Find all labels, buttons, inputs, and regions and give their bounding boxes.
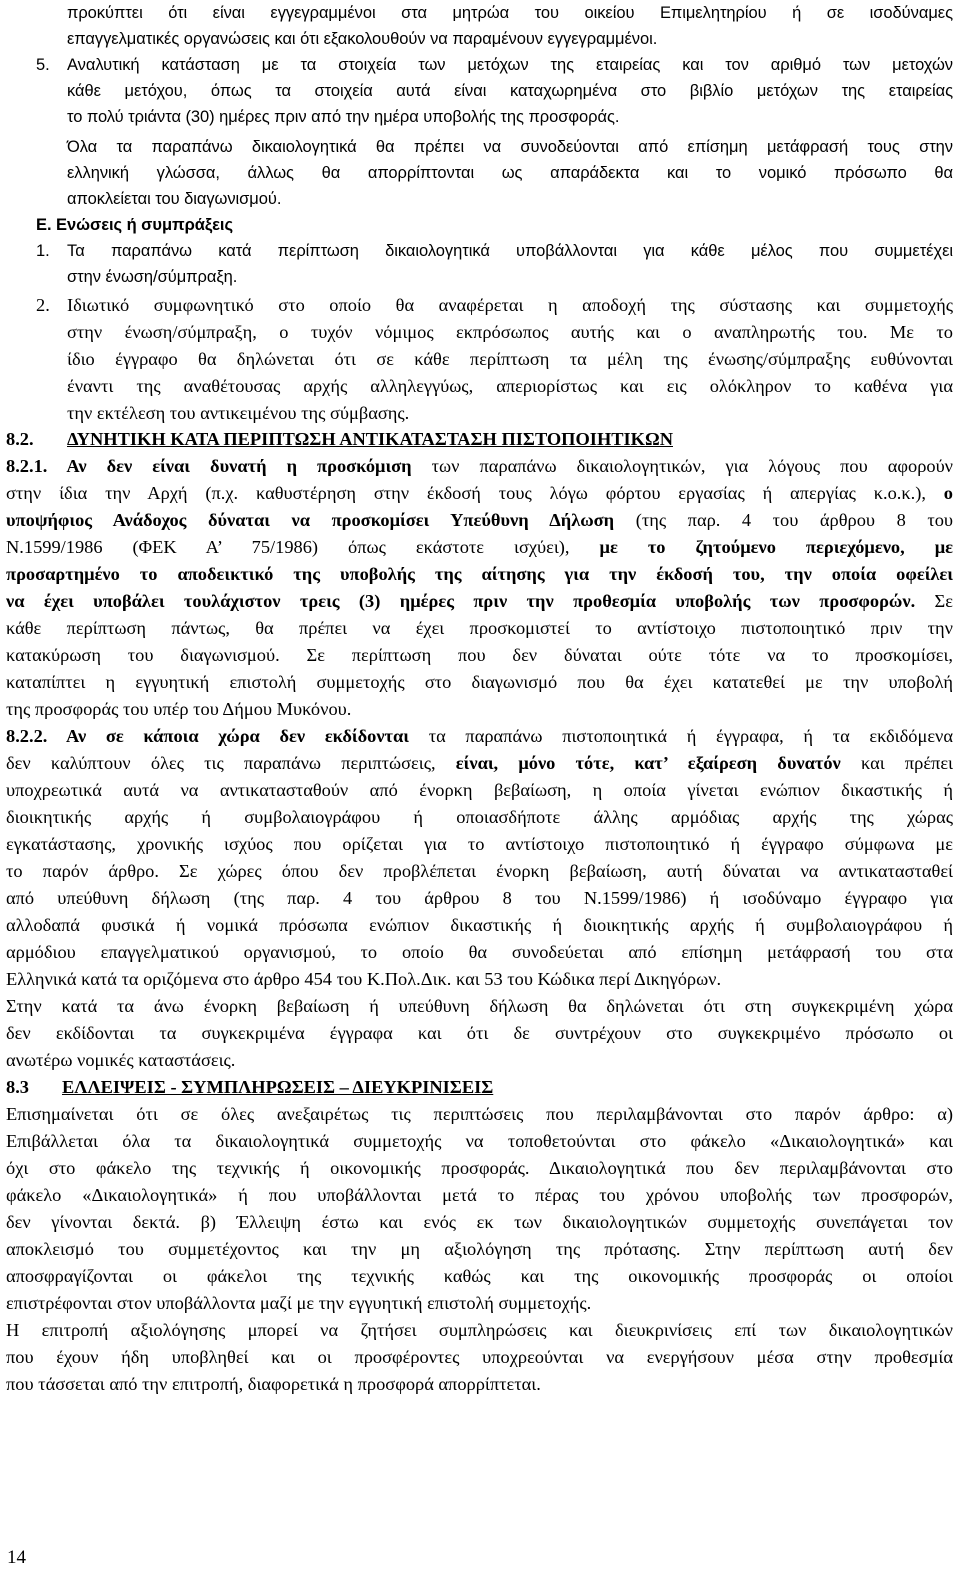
text-line: αποκλεισμό του συμμετέχοντος και την μη αξιολόγηση της πρότασης. Στην περίπτωση αυτή δεν: [6, 1239, 953, 1259]
text-line: αρμόδιου επαγγελματικού οργανισμού, το οποίο θα συνοδεύεται από επίσημη μετάφρασή του στα: [6, 942, 953, 962]
text-line: κάθε περίπτωση πάντως, θα πρέπει να έχει προσκομιστεί το αντίστοιχο πιστοποιητικό πριν την: [6, 618, 953, 638]
text-line: προκύπτει ότι είναι εγγεγραμμένοι στα μητρώα του οικείου Επιμελητηρίου ή σε ισοδύναμες: [67, 4, 953, 22]
text-run: (της παρ. 4 του άρθρου 8 του: [614, 510, 954, 530]
bold-text: να έχει υποβάλει τουλάχιστον τρεις (3) ημέρες πριν την προθεσμία υποβολής των προσφορών.: [6, 591, 916, 611]
text-line: εγκατάστασης, χρονικής ισχύος που ορίζεται για το αντίστοιχο πιστοποιητικό ή έγγραφο σύμφωνα με: [6, 834, 953, 854]
list-number: 5.: [36, 56, 50, 74]
bold-text: είναι, μόνο τότε, κατ’ εξαίρεση δυνατόν: [455, 753, 841, 773]
text-run: των παραπάνω δικαιολογητικών, για λόγους που αφορούν: [411, 456, 953, 476]
bold-text: με το ζητούμενο περιεχόμενο, με: [599, 537, 953, 557]
text-run: Ν.1599/1986 (ΦΕΚ Α’ 75/1986) όπως εκάστοτε ισχύει),: [6, 537, 600, 557]
bold-text: ο: [943, 483, 953, 503]
text-line: δεν γίνονται δεκτά. β) Έλλειψη έστω και ενός εκ των δικαιολογητικών συμμετοχής συνεπάγεται τον: [6, 1212, 953, 1232]
text-line: υποχρεωτικά αυτά να αντικατασταθούν από ένορκη βεβαίωση, η οποία γίνεται ενώπιον δικαστικής ή: [6, 780, 953, 800]
text-line: Αναλυτική κατάσταση με τα στοιχεία των μετόχων της εταιρείας και τον αριθμό των μετοχών: [67, 56, 953, 74]
text-line: στην ένωση/σύμπραξη, ο τυχόν νόμιμος εκπρόσωπος αυτής και ο αναπληρωτής του. Με το: [67, 322, 953, 342]
text-run: στην ίδια την Αρχή (π.χ. καθυστέρηση στην έκδοσή τους λόγω φόρτου εργασίας ή απεργίας κ.ο.κ.),: [6, 483, 944, 503]
text-run: Σε: [915, 591, 953, 611]
text-line: Ελληνικά κατά τα οριζόμενα στο άρθρο 454 του Κ.Πολ.Δικ. και 53 του Κώδικα περί Δικηγόρων.: [6, 969, 722, 989]
text-line: [6, 723, 953, 749]
bold-text: υποψήφιος Ανάδοχος δύναται να προσκομίσει Υπεύθυνη Δήλωση: [6, 510, 615, 530]
text-line: Στην κατά τα άνω ένορκη βεβαίωση ή υπεύθυνη δήλωση θα δηλώνεται ότι στη συγκεκριμένη χώρα: [6, 996, 953, 1016]
text-line: της προσφοράς του υπέρ του Δήμου Μυκόνου.: [6, 699, 352, 719]
text-line: καταπίπτει η εγγυητική επιστολή συμμετοχής στο διαγωνισμό που θα έχει κατατεθεί με την υποβολή: [6, 672, 953, 692]
text-line: αποσφραγίζονται οι φάκελοι της τεχνικής καθώς και της οικονομικής προσφοράς οι οποίοι: [6, 1266, 953, 1286]
text-line: [6, 453, 953, 479]
text-line: ίδιο έγγραφο θα δηλώνεται ότι σε κάθε περίπτωση τα μέλη της ένωσης/σύμπραξης ευθύνονται: [67, 349, 953, 369]
text-line: Όλα τα παραπάνω δικαιολογητικά θα πρέπει να συνοδεύονται από επίσημη μετάφρασή τους στην: [67, 138, 953, 156]
text-run: τα παραπάνω πιστοποιητικά ή έγγραφα, ή τα εκδιδόμενα: [409, 726, 953, 746]
text-line: Ιδιωτικό συμφωνητικό στο οποίο θα αναφέρεται η αποδοχή της σύστασης και συμμετοχής: [67, 295, 953, 315]
text-line: το παρόν άρθρο. Σε χώρες όπου δεν προβλέπεται ένορκη βεβαίωση, αυτή δύναται να αντικατασταθεί: [6, 861, 953, 881]
text-line: όχι στο φάκελο της τεχνικής ή οικονομικής προσφοράς. Δικαιολογητικά που δεν περιλαμβάνονται στο: [6, 1158, 953, 1178]
text-line: ανωτέρω νομικές καταστάσεις.: [6, 1050, 236, 1070]
text-line: κατακύρωση του διαγωνισμού. Σε περίπτωση που δεν δύναται ούτε τότε να το προσκομίσει,: [6, 645, 953, 665]
text-line: που τάσσεται από την επιτροπή, διαφορετικά η προσφορά απορρίπτεται.: [6, 1374, 541, 1394]
bold-text: 8.2.2. Αν σε κάποια χώρα δεν εκδίδονται: [6, 726, 410, 746]
heading-number: 8.3: [6, 1077, 29, 1097]
bold-text: 8.2.1. Αν δεν είναι δυνατή η προσκόμιση: [6, 456, 412, 476]
text-line: έναντι της αναθέτουσας αρχής αλληλεγγύως, απεριορίστως και εις ολόκληρον το καθένα για: [67, 376, 953, 396]
text-line: στην ένωση/σύμπραξη.: [67, 268, 238, 286]
text-line: Επισημαίνεται ότι σε όλες ανεξαιρέτως τις περιπτώσεις που περιλαμβάνονται στο παρόν άρθρο: α): [6, 1104, 953, 1124]
text-line: [6, 534, 953, 560]
text-line: την εκτέλεση του αντικειμένου της σύμβασης.: [67, 403, 410, 423]
text-line: Η επιτροπή αξιολόγησης μπορεί να ζητήσει συμπληρώσεις και διευκρινίσεις επί των δικαιολογητικών: [6, 1320, 953, 1340]
text-line: επαγγελματικές οργανώσεις και ότι εξακολουθούν να παραμένουν εγγεγραμμένοι.: [67, 30, 658, 48]
text-line: [6, 750, 953, 776]
text-line: δεν εκδίδονται τα συγκεκριμένα έγγραφα και ότι δε συντρέχουν στο συγκεκριμένο πρόσωπο οι: [6, 1023, 953, 1043]
text-line: αποκλείεται του διαγωνισμού.: [67, 190, 282, 208]
list-number: 2.: [36, 295, 50, 315]
text-line: που έχουν ήδη υποβληθεί και οι προσφέροντες υποχρεούνται να ενεργήσουν μέσα στην προθεσμία: [6, 1347, 953, 1367]
text-line: ελληνική γλώσσα, άλλως θα απορρίπτονται ως απαράδεκτα και το νομικό πρόσωπο θα: [67, 164, 953, 182]
section-heading: Ε. Ενώσεις ή συμπράξεις: [36, 216, 233, 234]
text-line: Τα παραπάνω κατά περίπτωση δικαιολογητικά υποβάλλονται για κάθε μέλος που συμμετέχει: [67, 242, 953, 260]
text-line: [6, 588, 953, 614]
text-run: δεν καλύπτουν όλες τις παραπάνω περιπτώσεις,: [6, 753, 456, 773]
text-line: αλλοδαπά φυσικά ή νομικά πρόσωπα ενώπιον δικαστικής ή διοικητικής αρχής ή συμβολαιογράφου ή: [6, 915, 953, 935]
text-run: και πρέπει: [840, 753, 954, 773]
list-number: 1.: [36, 242, 50, 260]
text-line: [6, 480, 953, 506]
text-line: κάθε μετόχου, όπως τα στοιχεία αυτά είναι καταχωρημένα στο βιβλίο μετόχων της εταιρείας: [67, 82, 953, 100]
text-line: προσαρτημένο το αποδεικτικό της υποβολής της αίτησης για την έκδοσή του, την οποία οφείλει: [6, 564, 953, 584]
heading-title: ΕΛΛΕΙΨΕΙΣ - ΣΥΜΠΛΗΡΩΣΕΙΣ – ΔΙΕΥΚΡΙΝΙΣΕΙΣ: [62, 1077, 494, 1097]
text-line: Επιβάλλεται όλα τα δικαιολογητικά συμμετοχής να τοποθετούνται στο φάκελο «Δικαιολογητικά» και: [6, 1131, 953, 1151]
text-line: φάκελο «Δικαιολογητικά» ή που υποβάλλονται μετά το πέρας του χρόνου υποβολής των προσφορών,: [6, 1185, 953, 1205]
text-line: διοικητικής αρχής ή συμβολαιογράφου ή οποιασδήποτε άλλης αρμόδιας αρχής της χώρας: [6, 807, 953, 827]
text-line: το πολύ τριάντα (30) ημέρες πριν από την ημέρα υποβολής της προσφοράς.: [67, 108, 620, 126]
heading-number: 8.2.: [6, 429, 34, 449]
text-line: από υπεύθυνη δήλωση (της παρ. 4 του άρθρου 8 του Ν.1599/1986) ή ισοδύναμο έγγραφο για: [6, 888, 953, 908]
heading-title: ΔΥΝΗΤΙΚΗ ΚΑΤΑ ΠΕΡΙΠΤΩΣΗ ΑΝΤΙΚΑΤΑΣΤΑΣΗ ΠΙΣΤΟΠΟΙΗΤΙΚΩΝ: [67, 429, 673, 449]
text-line: επιστρέφονται στον υποβάλλοντα μαζί με την εγγυητική επιστολή συμμετοχής.: [6, 1293, 592, 1313]
page-number: 14: [7, 1547, 26, 1568]
text-line: [6, 507, 953, 533]
